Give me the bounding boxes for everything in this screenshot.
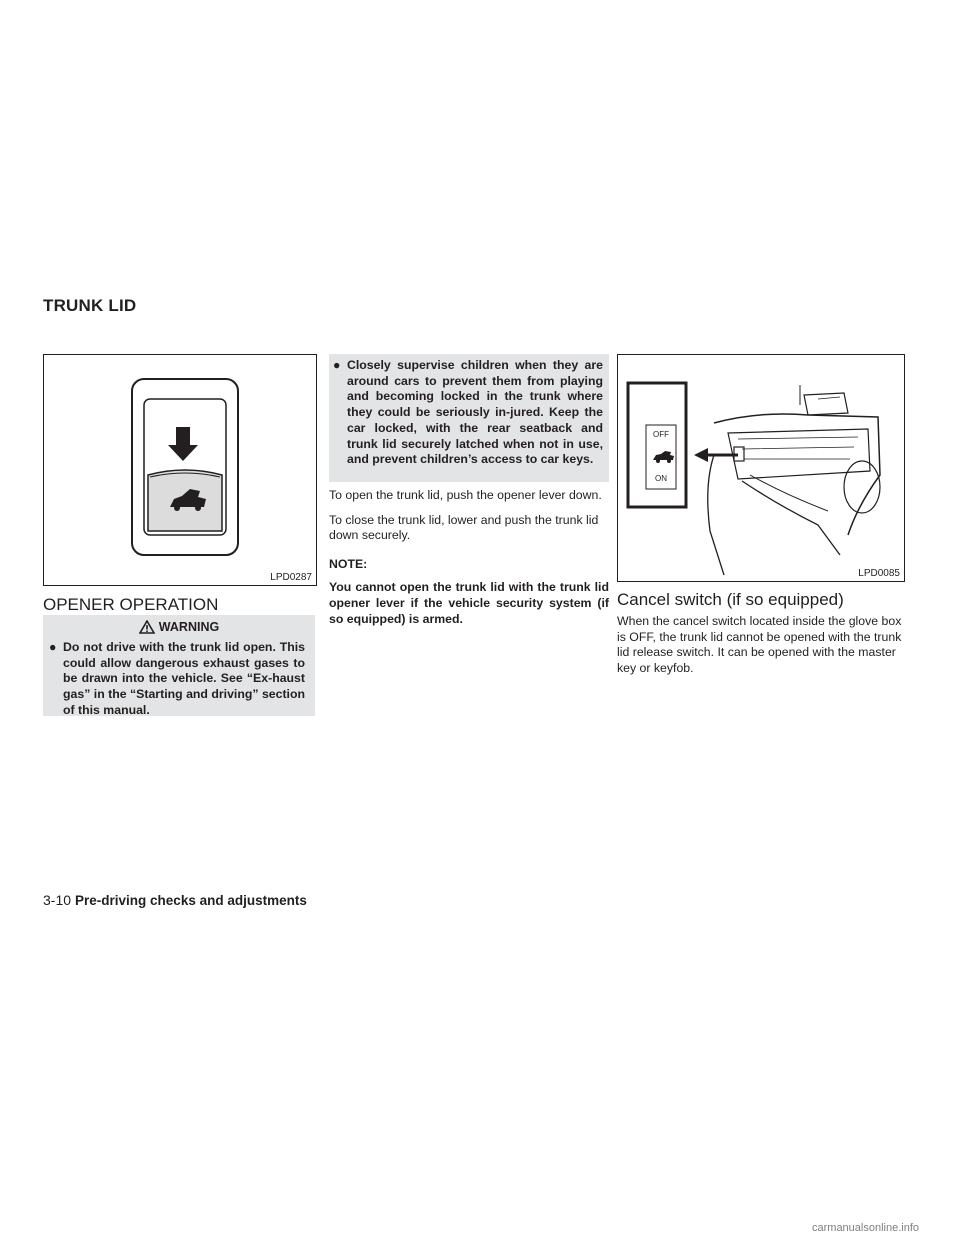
warning-box-middle xyxy=(329,354,609,482)
warning-bullet: ● Closely supervise children when they are around cars to prevent them from playing and becoming locked in the trunk where they could be seriously in-jured. Keep the car locked, with the rear seatback and trunk lid securely latched when not in use, and prevent children’s access to car keys. xyxy=(333,358,603,467)
glove-box-illustration xyxy=(618,355,904,581)
warning-triangle-icon xyxy=(139,620,155,634)
arrow-down-icon xyxy=(168,427,198,461)
cancel-switch-text: When the cancel switch located inside the glove box is OFF, the trunk lid cannot be opened with the trunk lid release switch. It can be opened with the master key or keyfob. xyxy=(617,614,902,676)
figure-label: LPD0085 xyxy=(858,568,900,579)
warning-bullet: ● Do not drive with the trunk lid open. This could allow dangerous exhaust gases to be drawn into the vehicle. See “Ex-haust gas” in the “Starting and driving” section of this manual. xyxy=(49,640,305,717)
trunk-opener-illustration xyxy=(44,355,316,585)
figure-label: LPD0287 xyxy=(270,572,312,583)
opener-operation-heading: OPENER OPERATION xyxy=(43,595,219,614)
page-footer xyxy=(43,892,307,908)
warning-box-left xyxy=(43,615,315,716)
bullet-icon: ● xyxy=(49,640,57,654)
note-body: You cannot open the trunk lid with the trunk lid opener lever if the vehicle security system (if so equipped) is armed. xyxy=(329,580,609,626)
opener-figure xyxy=(43,354,317,586)
switch-on-label: ON xyxy=(655,474,667,483)
chapter-title: Pre-driving checks and adjustments xyxy=(75,893,307,908)
cancel-switch-figure xyxy=(617,354,905,582)
switch-off-label: OFF xyxy=(653,430,669,439)
bullet-icon: ● xyxy=(333,358,341,372)
open-instruction: To open the trunk lid, push the opener lever down. xyxy=(329,488,602,502)
cancel-switch-heading: Cancel switch (if so equipped) xyxy=(617,590,844,609)
watermark: carmanualsonline.info xyxy=(812,1222,920,1234)
page-number: 3-10 xyxy=(43,892,72,908)
note-heading: NOTE: xyxy=(329,557,368,572)
warning-title: WARNING xyxy=(43,615,315,634)
close-instruction: To close the trunk lid, lower and push the trunk lid down securely. xyxy=(329,512,599,543)
section-title: TRUNK LID xyxy=(43,296,137,315)
